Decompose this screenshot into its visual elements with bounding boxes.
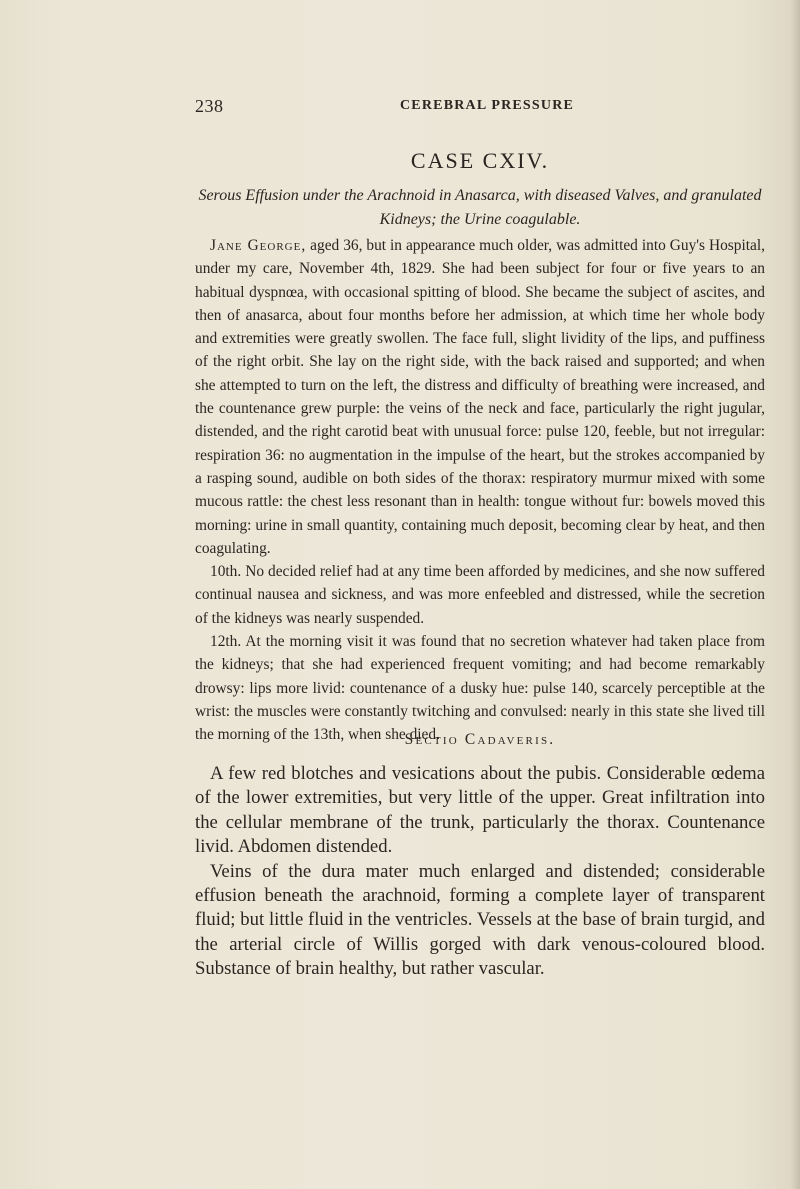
- page-edge-shadow: [790, 0, 800, 1189]
- patient-name: Jane George,: [210, 237, 307, 254]
- case-title: CASE CXIV.: [410, 148, 550, 173]
- section-heading: Sectio Cadaveris.: [404, 731, 556, 748]
- autopsy-paragraph-2: Veins of the dura mater much enlarged and distended; considerable effusion beneath the arachnoid, forming a complete layer of transparent fluid; but little fluid in the ventricles. Vessels at the base of brain turgid, and the arterial circle of Willis gorged with dark venous-coloured blood. Substance of brain healthy, but rather vascular.: [195, 860, 765, 980]
- history-paragraph-2: 10th. No decided relief had at any time been afforded by medicines, and she now suffered continual nausea and sickness, and was more enfeebled and distressed, while the secretion of the kidneys was nearly suspended.: [195, 563, 765, 627]
- page-number: 238: [195, 96, 224, 116]
- running-title: CEREBRAL PRESSURE: [400, 98, 575, 113]
- autopsy-findings: [195, 762, 765, 982]
- history-paragraph-1: [195, 234, 765, 560]
- history-paragraph-3: 12th. At the morning visit it was found that no secretion whatever had taken place from the kidneys; that she had experienced frequent vomiting; and had become remarkably drowsy: lips more livid: countenance of a dusky hue: pulse 140, scarcely perceptible at the wrist: the muscles were constantly twitching and convulsed: nearly in this state she lived till the morning of the 13th, when she died.: [195, 633, 765, 744]
- history-paragraph-1-text: aged 36, but in appearance much older, was admitted into Guy's Hospital, under my care, November 4th, 1829. She had been subject for four or five years to an habitual dyspnœa, with occasional spitting of blood. She became the subject of ascites, and then of anasarca, about four months before her admission, at which time her whole body and extremities were greatly swollen. The face full, slight lividity of the lips, and puffiness of the right orbit. She lay on the right side, with the back raised and supported; and when she attempted to turn on the left, the distress and difficulty of breathing were increased, and the countenance grew purple: the veins of the neck and face, particularly the right jugular, distended, and the right carotid beat with unusual force: pulse 120, feeble, but not irregular: respiration 36: no augmentation in the impulse of the heart, but the strokes accompanied by a rasping sound, audible on both sides of the thorax: respiratory murmur mixed with some mucous rattle: the chest less resonant than in health: tongue without fur: bowels moved this morning: urine in small quantity, containing much deposit, becoming clear by heat, and then coagulating.: [195, 237, 765, 557]
- case-subtitle: Serous Effusion under the Arachnoid in Anasarca, with diseased Valves, and granulated Kidneys; the Urine coagulable.: [198, 187, 762, 228]
- case-history: [195, 234, 765, 747]
- autopsy-paragraph-1: A few red blotches and vesications about the pubis. Considerable œdema of the lower extremities, but very little of the upper. Great infiltration into the cellular membrane of the trunk, particularly the thorax. Countenance livid. Abdomen distended.: [195, 763, 765, 858]
- running-head: [195, 96, 765, 120]
